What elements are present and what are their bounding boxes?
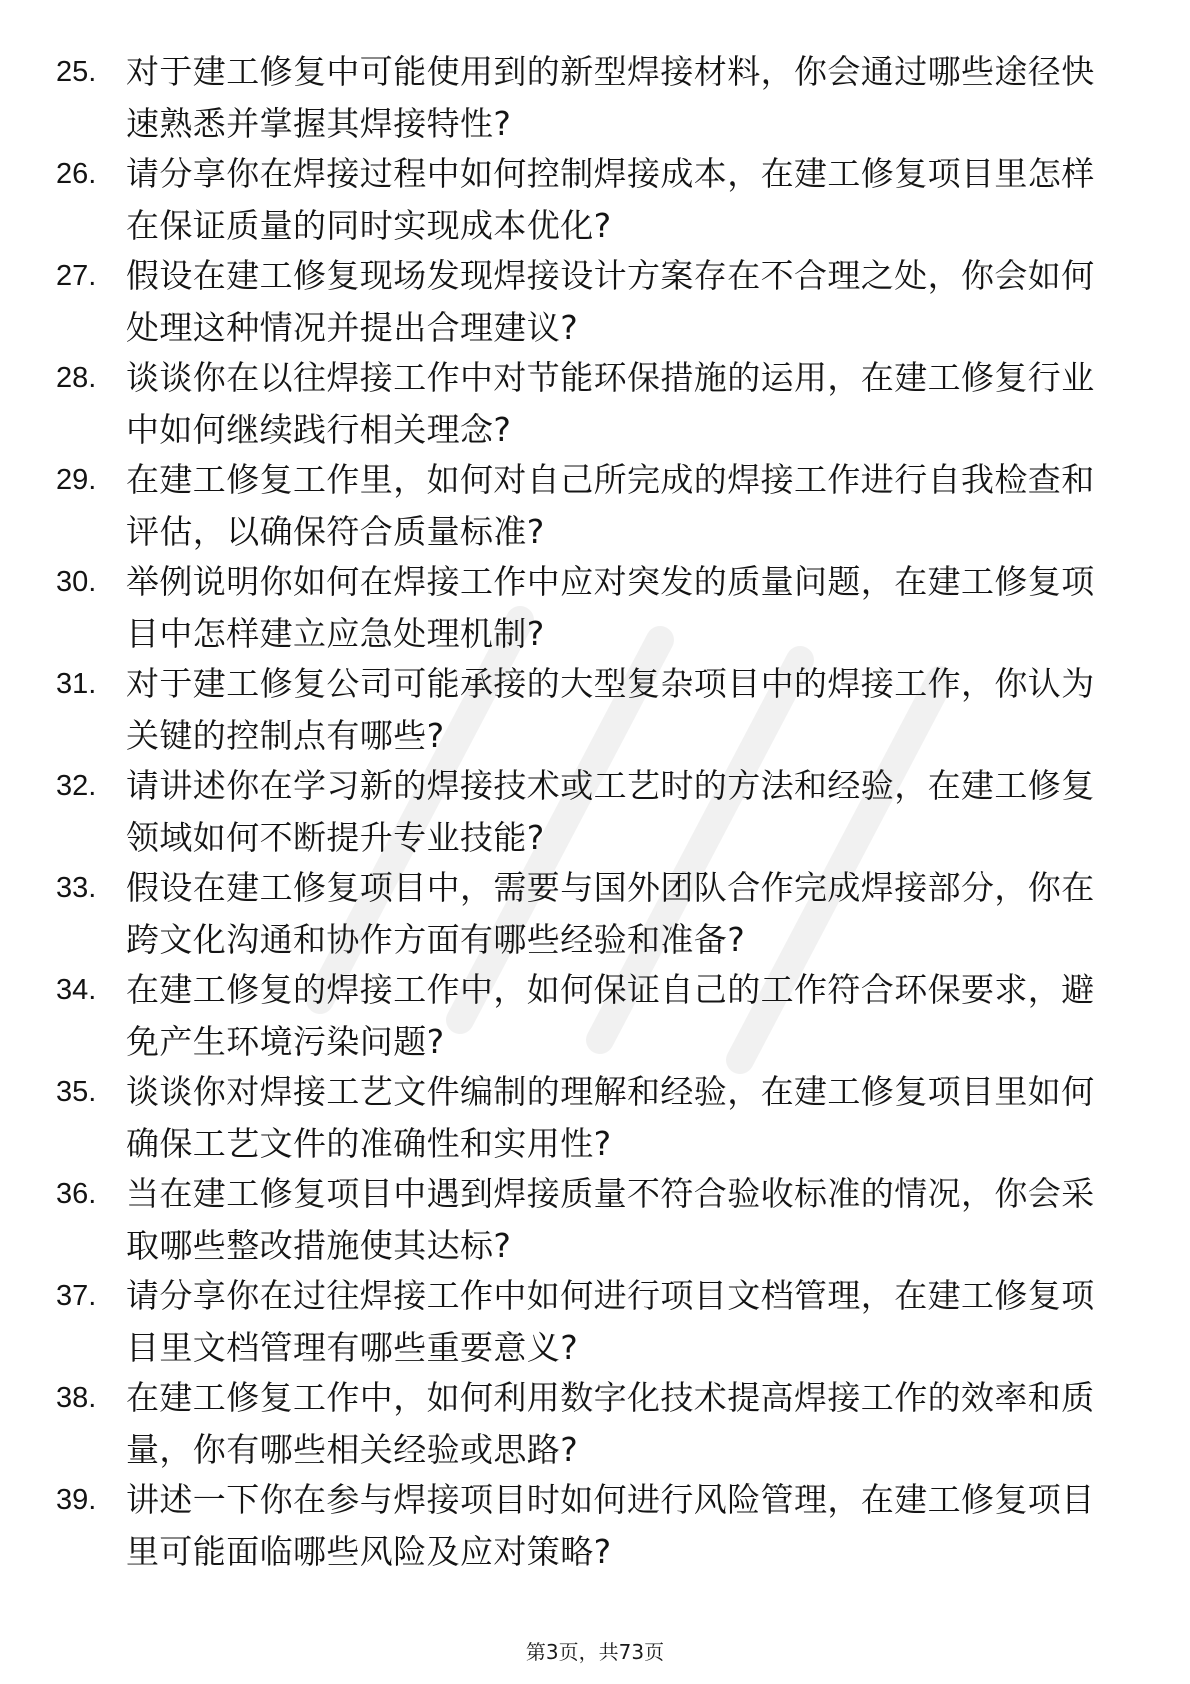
question-item	[56, 46, 1116, 148]
question-number: 39.	[56, 1484, 97, 1516]
question-text: 在建工修复工作里，如何对自己所完成的焊接工作进行自我检查和评估，以确保符合质量标准?	[126, 460, 1095, 551]
question-item	[56, 556, 1116, 658]
question-item	[56, 1168, 1116, 1270]
question-text: 谈谈你在以往焊接工作中对节能环保措施的运用，在建工修复行业中如何继续践行相关理念?	[126, 358, 1095, 449]
question-item	[56, 352, 1116, 454]
question-item	[56, 1066, 1116, 1168]
question-number: 34.	[56, 974, 97, 1006]
question-item	[56, 862, 1116, 964]
question-text: 请讲述你在学习新的焊接技术或工艺时的方法和经验，在建工修复领域如何不断提升专业技能?	[126, 766, 1095, 857]
question-number: 30.	[56, 566, 97, 598]
question-text: 谈谈你对焊接工艺文件编制的理解和经验，在建工修复项目里如何确保工艺文件的准确性和实用性?	[126, 1072, 1095, 1163]
question-number: 28.	[56, 362, 97, 394]
question-text: 在建工修复的焊接工作中，如何保证自己的工作符合环保要求，避免产生环境污染问题?	[126, 970, 1095, 1061]
page-footer: 第3页，共73页	[525, 1640, 665, 1664]
question-number: 25.	[56, 56, 97, 88]
question-number: 33.	[56, 872, 97, 904]
question-number: 32.	[56, 770, 97, 802]
question-text: 假设在建工修复现场发现焊接设计方案存在不合理之处，你会如何处理这种情况并提出合理建议?	[126, 256, 1095, 347]
question-text: 请分享你在焊接过程中如何控制焊接成本，在建工修复项目里怎样在保证质量的同时实现成本优化?	[126, 154, 1095, 245]
question-text: 在建工修复工作中，如何利用数字化技术提高焊接工作的效率和质量，你有哪些相关经验或思路?	[126, 1378, 1095, 1469]
question-text: 对于建工修复中可能使用到的新型焊接材料，你会通过哪些途径快速熟悉并掌握其焊接特性?	[126, 52, 1095, 143]
question-text: 当在建工修复项目中遇到焊接质量不符合验收标准的情况，你会采取哪些整改措施使其达标?	[126, 1174, 1095, 1265]
question-list	[56, 46, 1116, 1576]
question-item	[56, 964, 1116, 1066]
question-item	[56, 760, 1116, 862]
question-number: 37.	[56, 1280, 97, 1312]
question-number: 26.	[56, 158, 97, 190]
question-number: 38.	[56, 1382, 97, 1414]
question-item	[56, 658, 1116, 760]
question-item	[56, 1270, 1116, 1372]
question-text: 讲述一下你在参与焊接项目时如何进行风险管理，在建工修复项目里可能面临哪些风险及应对策略?	[126, 1480, 1095, 1571]
question-item	[56, 148, 1116, 250]
question-text: 对于建工修复公司可能承接的大型复杂项目中的焊接工作，你认为关键的控制点有哪些?	[126, 664, 1095, 755]
question-number: 31.	[56, 668, 97, 700]
question-item	[56, 454, 1116, 556]
question-text: 举例说明你如何在焊接工作中应对突发的质量问题，在建工修复项目中怎样建立应急处理机制?	[126, 562, 1095, 653]
question-text: 假设在建工修复项目中，需要与国外团队合作完成焊接部分，你在跨文化沟通和协作方面有哪些经验和准备?	[126, 868, 1095, 959]
question-number: 36.	[56, 1178, 97, 1210]
question-item	[56, 250, 1116, 352]
question-item	[56, 1474, 1116, 1576]
question-text: 请分享你在过往焊接工作中如何进行项目文档管理，在建工修复项目里文档管理有哪些重要意义?	[126, 1276, 1095, 1367]
question-number: 27.	[56, 260, 97, 292]
question-item	[56, 1372, 1116, 1474]
question-number: 35.	[56, 1076, 97, 1108]
question-number: 29.	[56, 464, 97, 496]
